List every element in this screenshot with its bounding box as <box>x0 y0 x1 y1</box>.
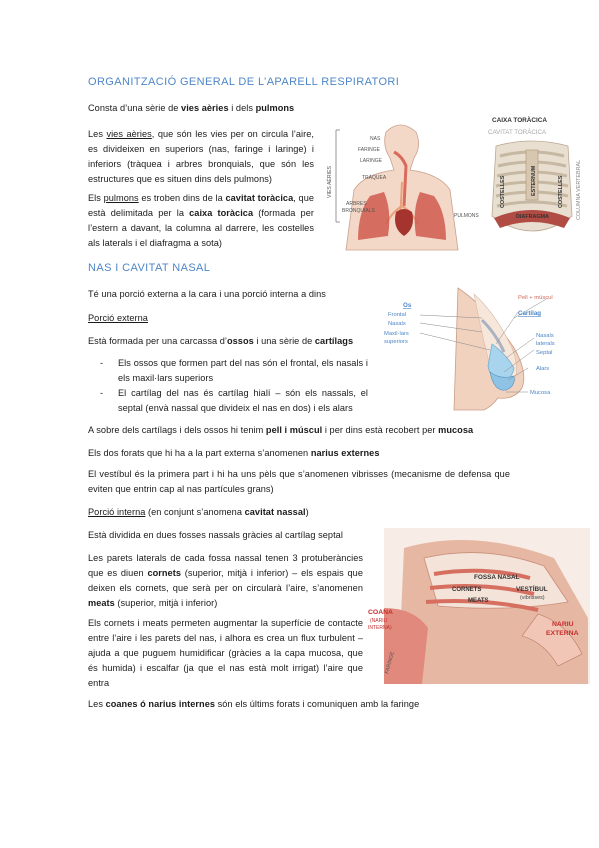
bronquials-label: BRONQUIALS <box>342 208 375 214</box>
nasal-cavity-figure <box>364 528 590 684</box>
laringe-label: LARINGE <box>360 158 382 164</box>
pulmons-paragraph: Els pulmons es troben dins de la cavitat toràcica, que està delimitada per la caixa toràcica (formada per l’estern a davant, la columna al darrere, les costelles als laterals i el diafragma a sota) <box>88 193 315 248</box>
nariu-interna-label-2: INTERNA) <box>368 625 392 631</box>
page-title: ORGANITZACIÓ GENERAL DE L’APARELL RESPIRATORI <box>88 76 400 88</box>
pell-musucl-label: Pell + múscul <box>518 295 553 301</box>
coana-label: COANA <box>368 609 393 616</box>
traquea-label: TRÀQUEA <box>362 175 387 181</box>
pell-line: A sobre dels cartílags i dels ossos hi tenim pell i múscul i per dins està recobert per mucosa <box>88 425 474 435</box>
porcio-interna-heading: Porció interna (en conjunt s’anomena cavitat nassal) <box>88 507 309 517</box>
cartilag-label: Cartílag <box>518 310 542 317</box>
nose-external-figure <box>378 288 588 410</box>
nasals-laterals-label: Nasals <box>536 333 554 339</box>
costelles-right-label: COSTELLES <box>558 175 564 208</box>
os-label: Os <box>403 302 412 309</box>
pulmons-label: PULMONS <box>454 213 479 219</box>
interna-paragraph-1: Està dividida en dues fosses nassals gràcies al cartílag septal <box>88 530 343 540</box>
nas-intro: Té una porció externa a la cara i una porció interna a dins <box>88 289 326 299</box>
diafragma-label: DIAFRAGMA <box>516 214 549 220</box>
vestibul-paragraph: El vestíbul és la primera part i hi ha uns pèls que s’anomenen vibrisses (mecanisme de defensa que eviten que entrin cap al nas partícules grans) <box>88 469 510 494</box>
frontal-label: Frontal <box>388 312 407 318</box>
nasals-label: Nasals <box>388 321 406 327</box>
maxil-lars-label: Maxil·lars <box>384 331 409 337</box>
interna-paragraph-3: Els cornets i meats permeten augmentar la superfície de contacte entre l’aire i les parets del nas, i alhora es crea un flux turbulent – ajuda a que puguem humidificar (gràcies a la capa mucosa, que és humida) i escalfar (ja que el nas està molt irrigat) l’aire que entra <box>88 618 363 688</box>
coanes-line: Les coanes ó narius internes són els últims forats i comuniquen amb la faringe <box>88 699 420 709</box>
cornets-label: CORNETS <box>452 587 482 593</box>
alars-label: Alars <box>536 366 550 372</box>
interna-paragraph-2: Les parets laterals de cada fossa nassal tenen 3 protuberàncies que es diuen cornets (superior, mitjà i inferior) – els espais que deixen els cornets, que serà per on circularà l’aire, s’anomenen meats (superior, mitjà i inferior) <box>88 553 363 608</box>
meats-label: MEATS <box>468 598 489 604</box>
caixa-toracica-label: CAIXA TORÀCICA <box>492 117 548 124</box>
nariu-externa-label-1: NARIU <box>552 621 574 628</box>
faringe-label: FARINGE <box>358 147 380 153</box>
laterals-label: laterals <box>536 341 555 347</box>
superiors-label: superiors <box>384 339 408 345</box>
esternum-label: ESTERNUM <box>531 165 537 196</box>
nariu-interna-label-1: (NARIU <box>370 618 388 624</box>
vibrisses-label: (vibrisses) <box>520 595 545 601</box>
vies-aeries-label: VIES AÈRIES <box>327 165 333 198</box>
nariu-externa-label-2: EXTERNA <box>546 630 579 637</box>
arbres-label: ARBRES <box>346 201 367 207</box>
cavitat-toracica-label: CAVITAT TORÀCICA <box>488 129 547 136</box>
externa-list <box>92 356 368 416</box>
fossa-nasal-label: FOSSA NASAL <box>474 574 520 581</box>
faringe-label: FARINGE <box>384 650 396 675</box>
externa-paragraph: Està formada per una carcassa d’ossos i una sèrie de cartílags <box>88 336 354 346</box>
list-item: - El cartílag del nas és cartílag hialí – són els nassals, el septal (envà nassal que divideix el nas en dos) i els alars <box>92 386 368 416</box>
respiratory-tract-figure <box>324 122 479 252</box>
mucosa-label: Mucosa <box>530 390 551 396</box>
costelles-left-label: COSTELLES <box>500 175 506 208</box>
vies-aeries-paragraph: Les vies aèries, que són les vies per on circula l’aire, es divideixen en superiors (nas, faringe i laringe) i inferiors (tràquea i arbres bronquials, que són les estructures que es situen dins dels pulmons) <box>88 129 314 184</box>
columna-vertebral-label: COLUMNA VERTEBRAL <box>576 159 582 220</box>
septal-label: Septal <box>536 350 553 356</box>
porcio-externa-heading: Porció externa <box>88 313 148 323</box>
thoracic-cage-figure <box>478 110 588 258</box>
section-heading-nas: NAS I CAVITAT NASAL <box>88 262 211 274</box>
nas-label: NAS <box>370 136 381 142</box>
vestibul-label: VESTÍBUL <box>516 586 548 593</box>
list-item: - Els ossos que formen part del nas són el frontal, els nasals i els maxil·lars superiors <box>92 356 368 386</box>
intro-paragraph: Consta d’una sèrie de vies aèries i dels pulmons <box>88 103 295 113</box>
narius-line: Els dos forats que hi ha a la part externa s’anomenen narius externes <box>88 448 380 458</box>
